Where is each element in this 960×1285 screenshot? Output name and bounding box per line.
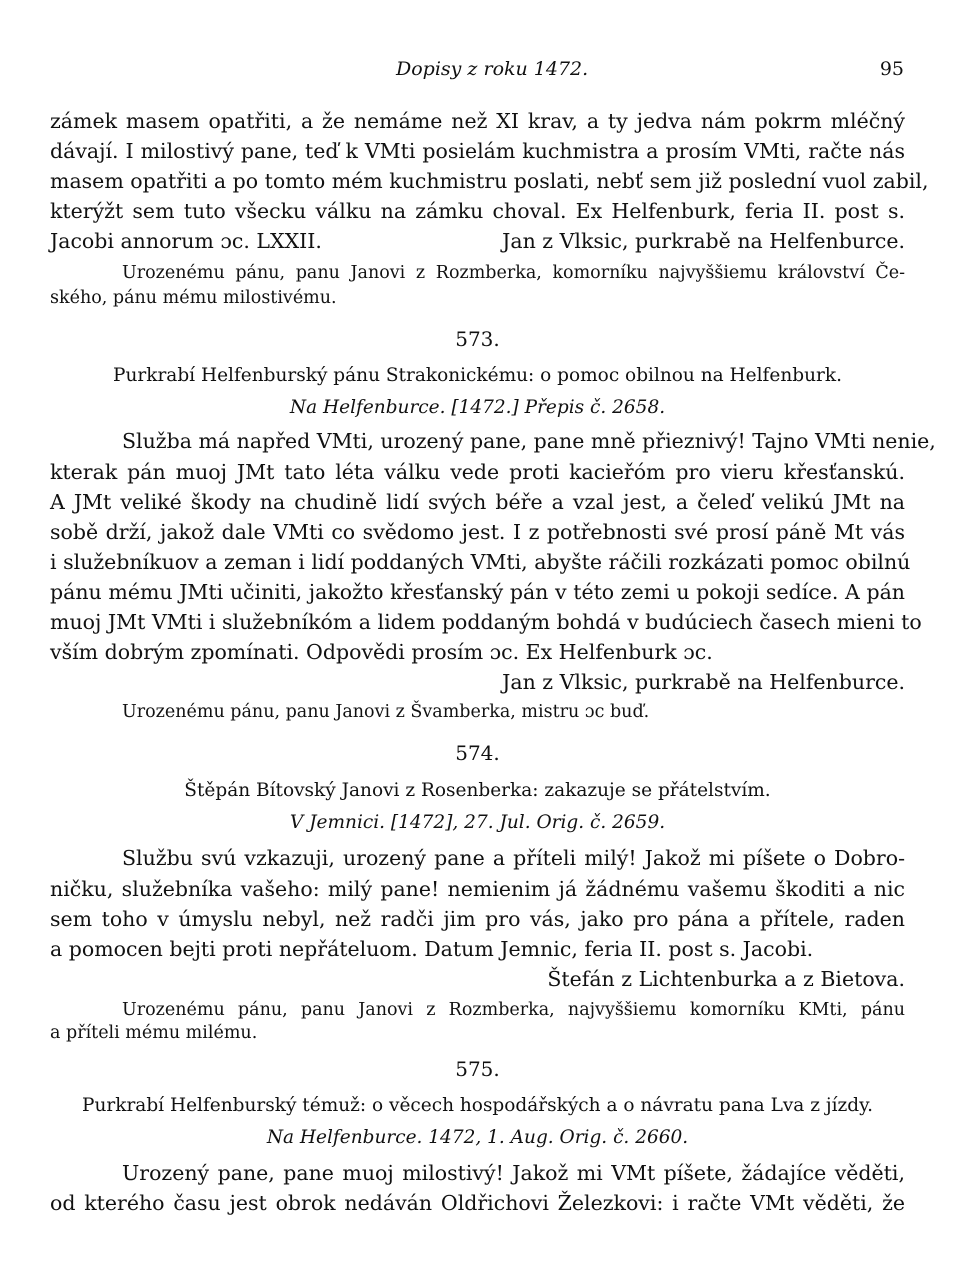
address-line: Urozenému pánu, panu Janovi z Rozmberka, najvyššiemu komorníku KMti, pánu xyxy=(122,1000,905,1020)
letter-heading: Purkrabí Helfenburský témuž: o věcech hospodářských a o návratu pana Lva z jízdy. xyxy=(82,1095,873,1116)
letter-number: 573. xyxy=(455,327,500,351)
address-line: Urozenému pánu, panu Janovi z Švamberka, mistru ɔc buď. xyxy=(122,702,650,722)
text-line: kterýžt sem tuto všecku válku na zámku choval. Ex Helfenburk, feria II. post s. xyxy=(50,199,905,223)
page-number: 95 xyxy=(879,58,904,80)
address-line: ského, pánu mému milostivému. xyxy=(50,288,337,308)
letter-source: Na Helfenburce. [1472.] Přepis č. 2658. xyxy=(289,397,666,418)
text-line: muoj JMt VMti i služebníkóm a lidem poddaným bohdá v budúciech časech mieni to xyxy=(50,610,922,634)
text-line: Služba má napřed VMti, urozený pane, pane mně přieznivý! Tajno VMti nenie, xyxy=(122,429,936,453)
text-line: Službu svú vzkazuji, urozený pane a příteli milý! Jakož mi píšete o Dobro- xyxy=(122,846,905,870)
signature-line: Jan z Vlksic, purkrabě na Helfenburce. xyxy=(502,229,905,253)
text-line: kterak pán muoj JMt tato léta válku vede proti kacieřóm pro vieru křesťanskú. xyxy=(50,460,905,484)
text-line: a pomocen bejti proti nepřáteluom. Datum Jemnic, feria II. post s. Jacobi. xyxy=(50,937,814,961)
text-line: zámek masem opatřiti, a že nemáme než XI krav, a ty jedva nám pokrm mléčný xyxy=(50,109,905,133)
text-line: Jacobi annorum ɔc. LXXII. xyxy=(50,229,322,253)
text-line: masem opatřiti a po tomto mém kuchmistru poslati, neb​ť sem již poslední vuol zabil, xyxy=(50,169,929,193)
letter-source: Na Helfenburce. 1472, 1. Aug. Orig. č. 2660. xyxy=(266,1127,689,1148)
letter-heading: Purkrabí Helfenburský pánu Strakonickému: o pomoc obilnou na Helfenburk. xyxy=(113,365,842,386)
letter-source: V Jemnici. [1472], 27. Jul. Orig. č. 2659. xyxy=(289,812,666,833)
letter-number: 575. xyxy=(455,1057,500,1081)
signature-line: Štefán z Lichtenburka a z Bietova. xyxy=(547,967,905,991)
text-line: od kterého času jest obrok nedáván Oldřichovi Železkovi: i račte VMt věděti, že xyxy=(50,1191,905,1215)
text-line: i služebníkuov a zeman i lidí poddaných VMti, abyšte ráčili rozkázati pomoc obilnú xyxy=(50,550,911,574)
text-line: vším dobrým zpomínati. Odpovědi prosím ɔc. Ex Helfenburk ɔc. xyxy=(50,640,713,664)
address-line: Urozenému pánu, panu Janovi z Rozmberka, komorníku najvyššiemu království Če- xyxy=(122,263,905,283)
running-head xyxy=(0,56,960,82)
text-line: dávají. I milostivý pane, teď k VMti posielám kuchmistra a prosím VMti, račte nás xyxy=(50,139,905,163)
text-line: A JMt veliké škody na chudině lidí svých béře a vzal jest, a čeleď velikú JMt na xyxy=(50,490,905,514)
letter-heading: Štěpán Bítovský Janovi z Rosenberka: zakazuje se přátelstvím. xyxy=(184,780,771,801)
letter-number: 574. xyxy=(455,741,500,765)
text-line: Urozený pane, pane muoj milostivý! Jakož mi VMt píšete, žádajíce věděti, xyxy=(122,1161,905,1185)
running-head-title: Dopisy z roku 1472. xyxy=(396,58,589,80)
text-line: sobě drží, jakož dale VMti co svědomo jest. I z potřebnosti své prosí páně Mt vás xyxy=(50,520,905,544)
text-line: pánu mému JMti učiniti, jakožto křesťanský pán v této zemi u pokoji sedíce. A pán xyxy=(50,580,905,604)
signature-line: Jan z Vlksic, purkrabě na Helfenburce. xyxy=(502,670,905,694)
text-line: sem toho v úmyslu nebyl, než radči jim pro vás, jako pro pána a přítele, raden xyxy=(50,907,905,931)
address-line: a příteli mému milému. xyxy=(50,1023,258,1043)
text-line: ničku, služebníka vašeho: milý pane! nemienim já žádnému vašemu škoditi a nic xyxy=(50,877,905,901)
